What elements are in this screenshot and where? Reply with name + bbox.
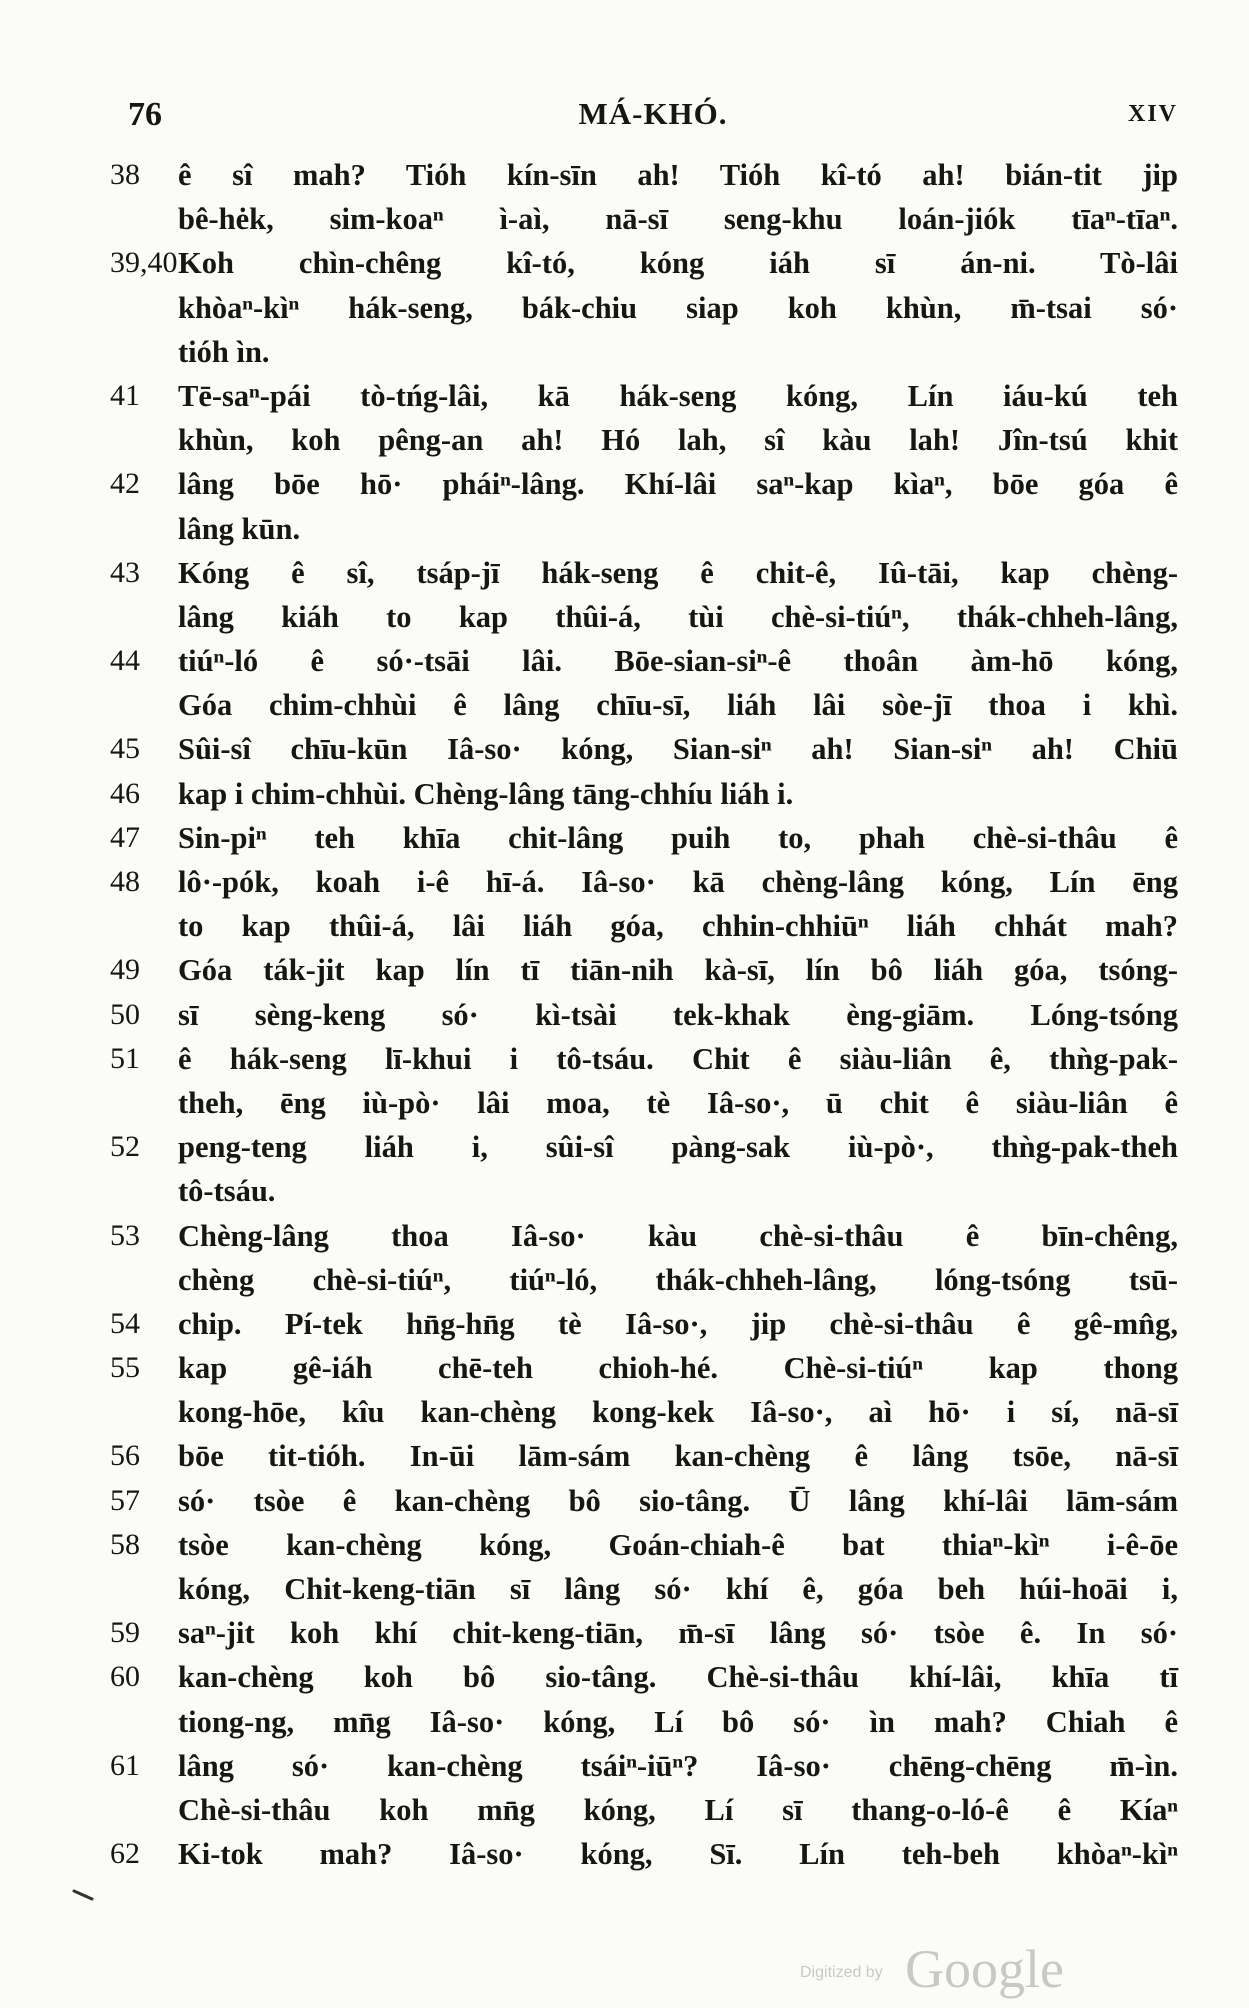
page-header (128, 96, 1178, 136)
line-text: to kap thûi-á, lâi liáh góa, chhin-chhiūⁿ liáh chhát mah? (178, 909, 1178, 944)
text-line (0, 1479, 1249, 1523)
text-line (0, 153, 1249, 197)
text-line (0, 374, 1249, 418)
text-line (0, 197, 1249, 241)
running-title: MÁ-KHÓ. (578, 96, 728, 131)
verse-number: 50 (110, 997, 140, 1031)
text-line (0, 993, 1249, 1037)
verse-number: 45 (110, 732, 140, 766)
line-text: lâng kūn. (178, 511, 301, 546)
line-text: tiúⁿ-ló ê só·-tsāi lâi. Bōe-sian-siⁿ-ê thoân àm-hō kóng, (178, 644, 1178, 679)
pen-mark-icon (72, 1889, 94, 1901)
verse-number: 44 (110, 644, 140, 678)
chapter-number: XIV (1127, 101, 1178, 127)
text-body (0, 153, 1249, 1876)
text-line (0, 1700, 1249, 1744)
line-text: ê sî mah? Tióh kín-sīn ah! Tióh kî-tó ah! bián-tit jip (178, 158, 1178, 192)
text-line (0, 1390, 1249, 1434)
text-line (0, 330, 1249, 374)
line-text: tióh ìn. (178, 334, 270, 369)
line-text: bê-hėk, sim-koaⁿ ì-aì, nā-sī seng-khu loán-jiók tīaⁿ-tīaⁿ. (178, 202, 1178, 237)
line-text: Góa ták-jit kap lín tī tiān-nih kà-sī, lín bô liáh góa, tsóng- (178, 953, 1178, 988)
text-line (0, 1832, 1249, 1876)
verse-number: 59 (110, 1616, 140, 1650)
text-line (0, 1258, 1249, 1302)
verse-number: 53 (110, 1218, 140, 1252)
text-line (0, 683, 1249, 727)
google-logo: Google (905, 1939, 1064, 1999)
line-text: Tē-saⁿ-pái tò-tńg-lâi, kā hák-seng kóng, Lín iáu-kú teh (178, 378, 1178, 413)
line-text: lâng só· kan-chèng tsáiⁿ-iūⁿ? Iâ-so· chēng-chēng m̄-ìn. (178, 1748, 1178, 1783)
text-line (0, 1744, 1249, 1788)
verse-number: 54 (110, 1306, 140, 1340)
text-line (0, 241, 1249, 285)
line-text: kan-chèng koh bô sio-tâng. Chè-si-thâu khí-lâi, khīa tī (178, 1660, 1178, 1695)
text-line (0, 1788, 1249, 1832)
line-text: kóng, Chit-keng-tiān sī lâng só· khí ê, góa beh húi-hoāi i, (178, 1572, 1178, 1606)
verse-number: 57 (110, 1483, 140, 1517)
text-line (0, 1655, 1249, 1699)
verse-number: 43 (110, 555, 140, 589)
verse-number: 60 (110, 1660, 140, 1694)
text-line (0, 948, 1249, 992)
line-text: chèng chè-si-tiúⁿ, tiúⁿ-ló, thák-chheh-lâng, lóng-tsóng tsū- (178, 1262, 1178, 1297)
verse-number: 48 (110, 865, 140, 898)
line-text: tô-tsáu. (178, 1174, 276, 1209)
text-line (0, 1214, 1249, 1258)
verse-number: 41 (110, 378, 140, 412)
digitized-by-label: Digitized by (800, 1964, 883, 1981)
text-line (0, 1346, 1249, 1390)
text-line (0, 1567, 1249, 1611)
text-line (0, 507, 1249, 551)
line-text: theh, ēng iù-pò· lâi moa, tè Iâ-so·, ū chit ê siàu-liân ê (178, 1085, 1178, 1120)
verse-number: 61 (110, 1748, 140, 1782)
text-line (0, 1302, 1249, 1346)
text-line (0, 286, 1249, 330)
verse-number: 58 (110, 1527, 140, 1561)
line-text: Kóng ê sî, tsáp-jī hák-seng ê chit-ê, Iû-tāi, kap chèng- (178, 555, 1178, 590)
text-line (0, 860, 1249, 904)
verse-number: 55 (110, 1351, 140, 1385)
line-text: lâng kiáh to kap thûi-á, tùi chè-si-tiúⁿ, thák-chheh-lâng, (178, 599, 1178, 634)
line-text: Chè-si-thâu koh mn̄g kóng, Lí sī thang-o-ló-ê ê Kíaⁿ (178, 1792, 1178, 1827)
text-line (0, 816, 1249, 860)
digitization-watermark (800, 1938, 1064, 1999)
verse-number: 42 (110, 467, 140, 501)
verse-number: 39,40 (110, 246, 178, 280)
text-line (0, 1434, 1249, 1478)
line-text: bōe tit-tióh. In-ūi lām-sám kan-chèng ê lâng tsōe, nā-sī (178, 1439, 1178, 1474)
verse-number: 51 (110, 1041, 140, 1075)
line-text: kap i chim-chhùi. Chèng-lâng tāng-chhíu liáh i. (178, 776, 794, 811)
line-text: ê hák-seng lī-khui i tô-tsáu. Chit ê siàu-liân ê, thǹg-pak- (178, 1041, 1178, 1076)
line-text: saⁿ-jit koh khí chit-keng-tiān, m̄-sī lâng só· tsòe ê. In só· (178, 1616, 1178, 1651)
text-line (0, 639, 1249, 683)
line-text: khòaⁿ-kìⁿ hák-seng, bák-chiu siap koh khùn, m̄-tsai só· (178, 290, 1178, 325)
page-number: 76 (128, 96, 162, 133)
line-text: lô·-pók, koah i-ê hī-á. Iâ-so· kā chèng-lâng kóng, Lín ēng (178, 865, 1178, 899)
verse-number: 49 (110, 953, 140, 987)
verse-number: 52 (110, 1130, 140, 1164)
text-line (0, 418, 1249, 462)
verse-number: 38 (110, 158, 140, 191)
line-text: kap gê-iáh chē-teh chioh-hé. Chè-si-tiúⁿ kap thong (178, 1351, 1178, 1386)
line-text: peng-teng liáh i, sûi-sî pàng-sak iù-pò·, thǹg-pak-theh (178, 1130, 1178, 1165)
line-text: só· tsòe ê kan-chèng bô sio-tâng. Ū lâng khí-lâi lām-sám (178, 1483, 1178, 1518)
line-text: chip. Pí-tek hn̄g-hn̄g tè Iâ-so·, jip chè-si-thâu ê gê-mn̂g, (178, 1306, 1178, 1341)
text-line (0, 772, 1249, 816)
verse-number: 62 (110, 1837, 140, 1871)
line-text: Sin-piⁿ teh khīa chit-lâng puih to, phah chè-si-thâu ê (178, 820, 1178, 855)
text-line (0, 1169, 1249, 1213)
verse-number: 46 (110, 776, 140, 810)
verse-number: 56 (110, 1439, 140, 1473)
line-text: khùn, koh pêng-an ah! Hó lah, sî kàu lah! Jîn-tsú khit (178, 423, 1178, 458)
text-line (0, 1081, 1249, 1125)
line-text: tsòe kan-chèng kóng, Goán-chiah-ê bat thiaⁿ-kìⁿ i-ê-ōe (178, 1527, 1178, 1562)
text-line (0, 727, 1249, 771)
text-line (0, 1611, 1249, 1655)
text-line (0, 1037, 1249, 1081)
line-text: Góa chim-chhùi ê lâng chīu-sī, liáh lâi sòe-jī thoa i khì. (178, 688, 1178, 723)
line-text: lâng bōe hō· pháiⁿ-lâng. Khí-lâi saⁿ-kap kìaⁿ, bōe góa ê (178, 467, 1178, 502)
line-text: tiong-ng, mn̄g Iâ-so· kóng, Lí bô só· ìn mah? Chiah ê (178, 1704, 1178, 1739)
line-text: Chèng-lâng thoa Iâ-so· kàu chè-si-thâu ê bīn-chêng, (178, 1218, 1178, 1253)
verse-number: 47 (110, 820, 140, 854)
line-text: Koh chìn-chêng kî-tó, kóng iáh sī án-ni. Tò-lâi (178, 246, 1178, 281)
text-line (0, 595, 1249, 639)
text-line (0, 551, 1249, 595)
text-line (0, 1125, 1249, 1169)
text-line (0, 1523, 1249, 1567)
line-text: sī sèng-keng só· kì-tsài tek-khak èng-giām. Lóng-tsóng (178, 997, 1178, 1032)
line-text: Sûi-sî chīu-kūn Iâ-so· kóng, Sian-siⁿ ah! Sian-siⁿ ah! Chiū (178, 732, 1178, 767)
text-line (0, 904, 1249, 948)
text-line (0, 462, 1249, 506)
line-text: Ki-tok mah? Iâ-so· kóng, Sī. Lín teh-beh khòaⁿ-kìⁿ (178, 1837, 1178, 1872)
line-text: kong-hōe, kîu kan-chèng kong-kek Iâ-so·, aì hō· i sí, nā-sī (178, 1395, 1178, 1430)
